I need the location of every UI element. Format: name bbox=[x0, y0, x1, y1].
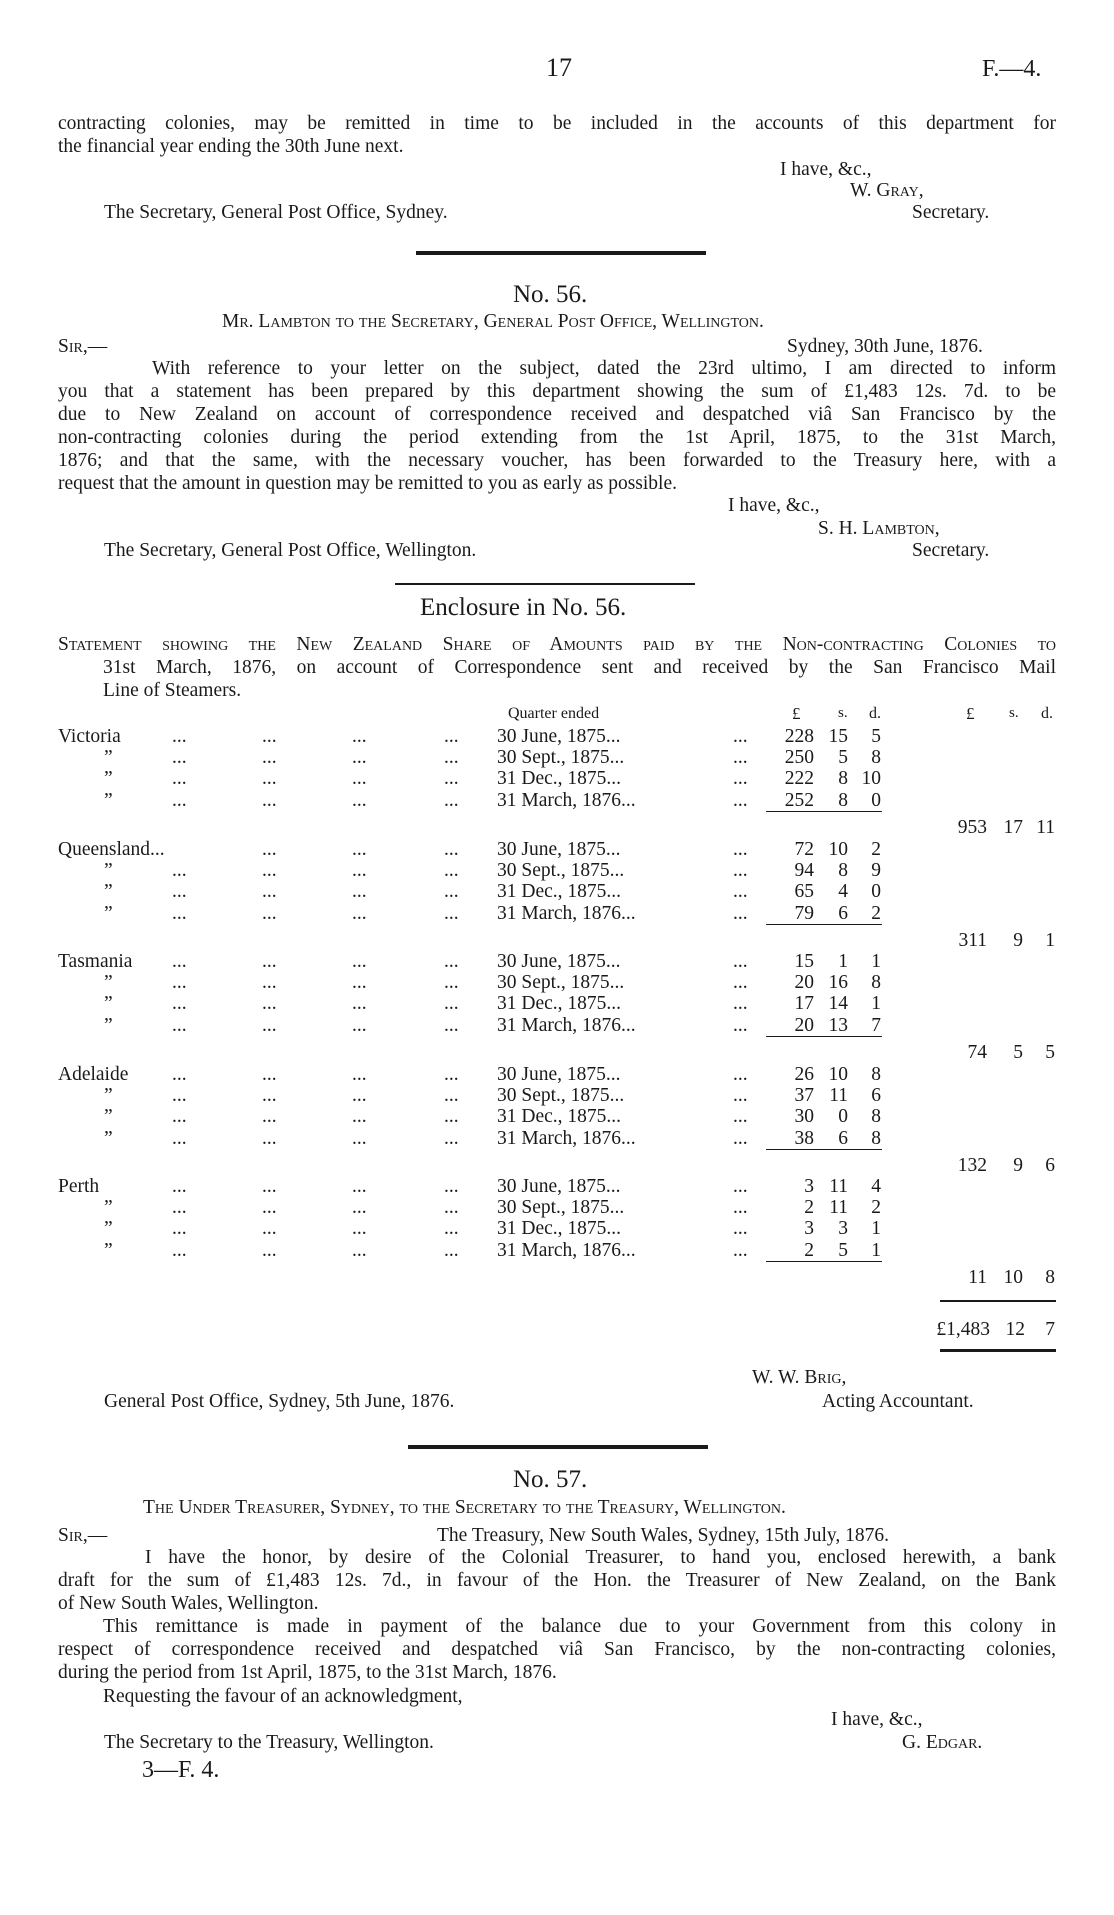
dot-leader: ... bbox=[262, 839, 277, 860]
intro-closing: I have, &c., bbox=[780, 159, 872, 180]
quarter-ended: 31 Dec., 1875... bbox=[497, 881, 622, 903]
amount-shillings: 13 bbox=[828, 1014, 848, 1036]
ditto-mark: ” bbox=[104, 902, 113, 924]
letter-57-para2-line-3: during the period from 1st April, 1875, to the 31st March, 1876. bbox=[58, 1662, 557, 1683]
dot-leader: ... bbox=[262, 1239, 277, 1261]
amount-pounds: 3 bbox=[804, 1218, 814, 1240]
dot-leader: ... bbox=[172, 1176, 187, 1197]
amount-pence: 1 bbox=[871, 993, 881, 1015]
amount-shillings: 11 bbox=[829, 1085, 848, 1107]
amount-pounds: 2 bbox=[804, 1197, 814, 1219]
dot-leader: ... bbox=[444, 1014, 459, 1036]
letter-57-para1-line-3: of New South Wales, Wellington. bbox=[58, 1593, 319, 1614]
dot-leader: ... bbox=[444, 1218, 459, 1240]
subtotal-rule bbox=[766, 1036, 882, 1038]
subtotal-pence: 11 bbox=[1036, 816, 1055, 838]
quarter-ended: 31 March, 1876... bbox=[497, 1127, 636, 1149]
dot-leader: ... bbox=[262, 747, 277, 769]
dot-leader: ... bbox=[733, 1176, 748, 1197]
letter-56-heading: Mr. Lambton to the Secretary, General Post Office, Wellington. bbox=[222, 311, 764, 332]
subtotal-rule bbox=[766, 1149, 882, 1151]
dot-leader: ... bbox=[172, 902, 187, 924]
amount-shillings: 16 bbox=[828, 972, 848, 994]
subtotal-shillings: 9 bbox=[1013, 929, 1023, 951]
dot-leader: ... bbox=[262, 768, 277, 790]
dot-leader: ... bbox=[352, 1127, 367, 1149]
dot-leader: ... bbox=[172, 1106, 187, 1128]
amount-shillings: 11 bbox=[829, 1197, 848, 1219]
amount-pence: 8 bbox=[871, 972, 881, 994]
amount-pence: 10 bbox=[861, 768, 881, 790]
amount-pounds: 20 bbox=[794, 972, 814, 994]
dot-leader: ... bbox=[352, 902, 367, 924]
dot-leader: ... bbox=[444, 1106, 459, 1128]
dot-leader: ... bbox=[444, 768, 459, 790]
dot-leader: ... bbox=[172, 1064, 187, 1085]
dot-leader: ... bbox=[733, 747, 748, 769]
ditto-mark: ” bbox=[104, 747, 113, 769]
intro-signature: W. Gray, bbox=[850, 180, 924, 201]
dot-leader: ... bbox=[444, 993, 459, 1015]
letter-56-body-line-4: non-contracting colonies during the period extending from the 1st April, 1875, to the 31st March, bbox=[58, 427, 1056, 448]
subtotal-pounds: 953 bbox=[957, 816, 987, 838]
quarter-ended: 31 March, 1876... bbox=[497, 1239, 636, 1261]
dot-leader: ... bbox=[352, 1218, 367, 1240]
dot-leader: ... bbox=[733, 839, 748, 860]
grand-total-rule-bottom bbox=[940, 1349, 1056, 1352]
colony-name: Queensland... bbox=[58, 839, 165, 860]
dot-leader: ... bbox=[444, 1176, 459, 1197]
subtotal-rule bbox=[766, 1261, 882, 1263]
dot-leader: ... bbox=[172, 972, 187, 994]
dot-leader: ... bbox=[444, 951, 459, 972]
amount-shillings: 5 bbox=[838, 1239, 848, 1261]
letter-56-body-line-1: With reference to your letter on the subject, dated the 23rd ultimo, I am directed to inform bbox=[152, 358, 1056, 379]
quarter-ended: 30 June, 1875... bbox=[497, 839, 621, 860]
letter-56-dateline: Sydney, 30th June, 1876. bbox=[787, 336, 983, 357]
amount-pence: 4 bbox=[871, 1176, 881, 1197]
quarter-ended: 30 June, 1875... bbox=[497, 726, 621, 747]
amount-pence: 1 bbox=[871, 1239, 881, 1261]
letter-57-addressee: The Secretary to the Treasury, Wellington. bbox=[104, 1732, 434, 1753]
dot-leader: ... bbox=[733, 768, 748, 790]
dot-leader: ... bbox=[444, 860, 459, 882]
quarter-ended: 30 Sept., 1875... bbox=[497, 747, 625, 769]
dot-leader: ... bbox=[172, 789, 187, 811]
enclosure-signature: W. W. Brig, bbox=[752, 1367, 847, 1388]
amount-pence: 8 bbox=[871, 1127, 881, 1149]
dot-leader: ... bbox=[444, 902, 459, 924]
quarter-ended: 31 March, 1876... bbox=[497, 1014, 636, 1036]
statement-line-2: 31st March, 1876, on account of Correspondence sent and received by the San Francisco Mail bbox=[103, 657, 1056, 678]
amount-pence: 1 bbox=[871, 1218, 881, 1240]
amount-pence: 8 bbox=[871, 1064, 881, 1085]
dot-leader: ... bbox=[262, 789, 277, 811]
column-header-total-shillings: s. bbox=[1009, 705, 1019, 721]
dot-leader: ... bbox=[733, 1127, 748, 1149]
column-header-quarter: Quarter ended bbox=[508, 705, 600, 722]
dot-leader: ... bbox=[444, 747, 459, 769]
amount-pence: 7 bbox=[871, 1014, 881, 1036]
dot-leader: ... bbox=[352, 789, 367, 811]
dot-leader: ... bbox=[733, 1085, 748, 1107]
subtotal-pounds: 311 bbox=[958, 929, 987, 951]
letter-56-body-line-6: request that the amount in question may be remitted to you as early as possible. bbox=[58, 473, 677, 494]
subtotal-shillings: 5 bbox=[1013, 1041, 1023, 1063]
dot-leader: ... bbox=[352, 881, 367, 903]
dot-leader: ... bbox=[444, 1127, 459, 1149]
dot-leader: ... bbox=[733, 951, 748, 972]
grand-total-rule-top bbox=[940, 1300, 1056, 1302]
letter-56-body-line-5: 1876; and that the same, with the necessary voucher, has been forwarded to the Treasury here, with a bbox=[58, 450, 1056, 471]
dot-leader: ... bbox=[733, 881, 748, 903]
dot-leader: ... bbox=[262, 1106, 277, 1128]
dot-leader: ... bbox=[172, 747, 187, 769]
dot-leader: ... bbox=[172, 768, 187, 790]
dot-leader: ... bbox=[733, 1239, 748, 1261]
ditto-mark: ” bbox=[104, 1218, 113, 1240]
subtotal-rule bbox=[766, 924, 882, 926]
dot-leader: ... bbox=[733, 1197, 748, 1219]
enclosure-place-date: General Post Office, Sydney, 5th June, 1876. bbox=[104, 1391, 455, 1412]
amount-pence: 1 bbox=[871, 951, 881, 972]
letter-57-para1-line-1: I have the honor, by desire of the Colonial Treasurer, to hand you, enclosed herewith, a bank bbox=[145, 1547, 1056, 1568]
dot-leader: ... bbox=[444, 1085, 459, 1107]
column-header-shillings: s. bbox=[838, 705, 848, 721]
quarter-ended: 30 Sept., 1875... bbox=[497, 972, 625, 994]
dot-leader: ... bbox=[444, 881, 459, 903]
letter-57-para2-line-2: respect of correspondence received and despatched viâ San Francisco, by the non-contracting colonies, bbox=[58, 1639, 1056, 1660]
intro-signatory-title: Secretary. bbox=[912, 202, 990, 223]
subtotal-shillings: 17 bbox=[1003, 816, 1023, 838]
dot-leader: ... bbox=[262, 951, 277, 972]
amount-pounds: 37 bbox=[794, 1085, 814, 1107]
grand-total-shillings: 12 bbox=[1005, 1319, 1025, 1340]
intro-line-1: contracting colonies, may be remitted in time to be included in the accounts of this department for bbox=[58, 113, 1056, 134]
dot-leader: ... bbox=[172, 1218, 187, 1240]
subtotal-pence: 6 bbox=[1045, 1154, 1055, 1176]
dot-leader: ... bbox=[352, 1014, 367, 1036]
section-divider bbox=[416, 251, 706, 255]
subtotal-pence: 1 bbox=[1045, 929, 1055, 951]
dot-leader: ... bbox=[733, 789, 748, 811]
quarter-ended: 30 Sept., 1875... bbox=[497, 1197, 625, 1219]
amount-pence: 6 bbox=[871, 1085, 881, 1107]
dot-leader: ... bbox=[352, 1176, 367, 1197]
statement-line-3: Line of Steamers. bbox=[103, 680, 242, 701]
subtotal-shillings: 10 bbox=[1003, 1266, 1023, 1288]
amount-pence: 9 bbox=[871, 860, 881, 882]
subtotal-pounds: 74 bbox=[967, 1041, 987, 1063]
subtotal-pounds: 11 bbox=[968, 1266, 987, 1288]
dot-leader: ... bbox=[172, 993, 187, 1015]
amount-shillings: 8 bbox=[838, 789, 848, 811]
ditto-mark: ” bbox=[104, 972, 113, 994]
enclosure-heading: Enclosure in No. 56. bbox=[420, 594, 627, 621]
dot-leader: ... bbox=[172, 860, 187, 882]
ditto-mark: ” bbox=[104, 860, 113, 882]
dot-leader: ... bbox=[352, 747, 367, 769]
dot-leader: ... bbox=[352, 839, 367, 860]
letter-57-salutation: Sir,— bbox=[58, 1525, 108, 1546]
quarter-ended: 31 Dec., 1875... bbox=[497, 1218, 622, 1240]
dot-leader: ... bbox=[172, 1239, 187, 1261]
amount-pounds: 15 bbox=[794, 951, 814, 972]
amount-pounds: 26 bbox=[794, 1064, 814, 1085]
dot-leader: ... bbox=[444, 1197, 459, 1219]
letter-56-number: No. 56. bbox=[513, 281, 588, 308]
column-header-total-pounds: £ bbox=[966, 704, 975, 723]
amount-pounds: 65 bbox=[794, 881, 814, 903]
letter-57-signature: G. Edgar. bbox=[902, 1732, 983, 1753]
amount-pounds: 94 bbox=[794, 860, 814, 882]
amount-pounds: 79 bbox=[794, 902, 814, 924]
dot-leader: ... bbox=[444, 839, 459, 860]
ditto-mark: ” bbox=[104, 789, 113, 811]
quarter-ended: 30 June, 1875... bbox=[497, 1064, 621, 1085]
dot-leader: ... bbox=[733, 1014, 748, 1036]
subtotal-shillings: 9 bbox=[1013, 1154, 1023, 1176]
colony-name: Tasmania bbox=[58, 951, 133, 972]
quarter-ended: 30 Sept., 1875... bbox=[497, 1085, 625, 1107]
amount-pounds: 3 bbox=[804, 1176, 814, 1197]
amount-pounds: 17 bbox=[794, 993, 814, 1015]
ditto-mark: ” bbox=[104, 1127, 113, 1149]
ditto-mark: ” bbox=[104, 1197, 113, 1219]
amount-shillings: 10 bbox=[828, 839, 848, 860]
amount-pence: 8 bbox=[871, 1106, 881, 1128]
dot-leader: ... bbox=[262, 1085, 277, 1107]
amount-pounds: 38 bbox=[794, 1127, 814, 1149]
dot-leader: ... bbox=[352, 860, 367, 882]
dot-leader: ... bbox=[444, 789, 459, 811]
letter-56-addressee: The Secretary, General Post Office, Wellington. bbox=[104, 540, 477, 561]
dot-leader: ... bbox=[352, 1085, 367, 1107]
letter-57-dateline: The Treasury, New South Wales, Sydney, 15th July, 1876. bbox=[437, 1525, 889, 1546]
ditto-mark: ” bbox=[104, 881, 113, 903]
amount-shillings: 5 bbox=[838, 747, 848, 769]
column-header-pounds: £ bbox=[792, 704, 801, 723]
letter-56-salutation: Sir,— bbox=[58, 336, 108, 357]
intro-line-2: the financial year ending the 30th June next. bbox=[58, 136, 404, 157]
quarter-ended: 31 Dec., 1875... bbox=[497, 993, 622, 1015]
dot-leader: ... bbox=[444, 1064, 459, 1085]
amount-shillings: 6 bbox=[838, 902, 848, 924]
dot-leader: ... bbox=[733, 726, 748, 747]
quarter-ended: 30 June, 1875... bbox=[497, 1176, 621, 1197]
enclosure-signatory-title: Acting Accountant. bbox=[822, 1391, 974, 1412]
letter-56-signatory-title: Secretary. bbox=[912, 540, 990, 561]
amount-shillings: 8 bbox=[838, 860, 848, 882]
amount-pence: 5 bbox=[871, 726, 881, 747]
amount-pounds: 252 bbox=[784, 789, 814, 811]
amount-shillings: 1 bbox=[838, 951, 848, 972]
dot-leader: ... bbox=[172, 881, 187, 903]
amount-shillings: 14 bbox=[828, 993, 848, 1015]
letter-57-number: No. 57. bbox=[513, 1466, 588, 1493]
amount-pounds: 222 bbox=[784, 768, 814, 790]
dot-leader: ... bbox=[733, 1218, 748, 1240]
section-divider-2 bbox=[408, 1445, 708, 1449]
ditto-mark: ” bbox=[104, 768, 113, 790]
letter-56-body-line-3: due to New Zealand on account of correspondence received and despatched viâ San Francisco by the bbox=[58, 404, 1056, 425]
dot-leader: ... bbox=[733, 1064, 748, 1085]
dot-leader: ... bbox=[444, 972, 459, 994]
quarter-ended: 30 Sept., 1875... bbox=[497, 860, 625, 882]
ditto-mark: ” bbox=[104, 1085, 113, 1107]
amount-shillings: 6 bbox=[838, 1127, 848, 1149]
dot-leader: ... bbox=[172, 1014, 187, 1036]
dot-leader: ... bbox=[352, 972, 367, 994]
colony-name: Victoria bbox=[58, 726, 121, 747]
dot-leader: ... bbox=[352, 726, 367, 747]
subtotal-pence: 5 bbox=[1045, 1041, 1055, 1063]
amount-pence: 2 bbox=[871, 902, 881, 924]
dot-leader: ... bbox=[262, 1197, 277, 1219]
dot-leader: ... bbox=[352, 951, 367, 972]
amount-pounds: 72 bbox=[794, 839, 814, 860]
dot-leader: ... bbox=[262, 860, 277, 882]
dot-leader: ... bbox=[262, 1218, 277, 1240]
dot-leader: ... bbox=[352, 1106, 367, 1128]
dot-leader: ... bbox=[172, 951, 187, 972]
dot-leader: ... bbox=[733, 860, 748, 882]
dot-leader: ... bbox=[733, 993, 748, 1015]
dot-leader: ... bbox=[262, 1127, 277, 1149]
subtotal-pounds: 132 bbox=[957, 1154, 987, 1176]
amount-pence: 8 bbox=[871, 747, 881, 769]
dot-leader: ... bbox=[352, 1239, 367, 1261]
amount-shillings: 3 bbox=[838, 1218, 848, 1240]
amount-shillings: 4 bbox=[838, 881, 848, 903]
dot-leader: ... bbox=[352, 993, 367, 1015]
intro-addressee: The Secretary, General Post Office, Sydney. bbox=[104, 202, 448, 223]
dot-leader: ... bbox=[733, 1106, 748, 1128]
amount-pounds: 30 bbox=[794, 1106, 814, 1128]
letter-57-para1-line-2: draft for the sum of £1,483 12s. 7d., in favour of the Hon. the Treasurer of New Zealand, on the Bank bbox=[58, 1570, 1056, 1591]
dot-leader: ... bbox=[352, 1064, 367, 1085]
amount-pounds: 2 bbox=[804, 1239, 814, 1261]
ditto-mark: ” bbox=[104, 1106, 113, 1128]
amount-pounds: 228 bbox=[784, 726, 814, 747]
dot-leader: ... bbox=[172, 1127, 187, 1149]
dot-leader: ... bbox=[262, 726, 277, 747]
dot-leader: ... bbox=[733, 902, 748, 924]
enclosure-divider bbox=[395, 583, 695, 585]
dot-leader: ... bbox=[172, 1085, 187, 1107]
page-number: 17 bbox=[546, 53, 572, 82]
amount-pounds: 250 bbox=[784, 747, 814, 769]
letter-57-para2-line-1: This remittance is made in payment of the balance due to your Government from this colony in bbox=[103, 1616, 1056, 1637]
ditto-mark: ” bbox=[104, 993, 113, 1015]
dot-leader: ... bbox=[262, 993, 277, 1015]
amount-shillings: 15 bbox=[828, 726, 848, 747]
signature-mark: 3—F. 4. bbox=[142, 1757, 220, 1783]
subtotal-pence: 8 bbox=[1045, 1266, 1055, 1288]
subtotal-rule bbox=[766, 811, 882, 813]
column-header-pence: d. bbox=[869, 705, 881, 722]
amount-pence: 2 bbox=[871, 1197, 881, 1219]
dot-leader: ... bbox=[262, 1064, 277, 1085]
column-header-total-pence: d. bbox=[1041, 705, 1053, 722]
dot-leader: ... bbox=[444, 726, 459, 747]
quarter-ended: 31 March, 1876... bbox=[497, 902, 636, 924]
colony-name: Adelaide bbox=[58, 1064, 129, 1085]
amount-shillings: 10 bbox=[828, 1064, 848, 1085]
dot-leader: ... bbox=[444, 1239, 459, 1261]
ditto-mark: ” bbox=[104, 1014, 113, 1036]
amount-shillings: 8 bbox=[838, 768, 848, 790]
amount-pence: 2 bbox=[871, 839, 881, 860]
dot-leader: ... bbox=[352, 1197, 367, 1219]
colony-name: Perth bbox=[58, 1176, 100, 1197]
letter-56-body-line-2: you that a statement has been prepared by this department showing the sum of £1,483 12s. 7d. to be bbox=[58, 381, 1056, 402]
statement-line-1: Statement showing the New Zealand Share of Amounts paid by the Non-contracting Colonies to bbox=[58, 634, 1056, 655]
dot-leader: ... bbox=[352, 768, 367, 790]
quarter-ended: 31 Dec., 1875... bbox=[497, 768, 622, 790]
letter-56-closing: I have, &c., bbox=[728, 495, 820, 516]
amount-shillings: 11 bbox=[829, 1176, 848, 1197]
amount-pounds: 20 bbox=[794, 1014, 814, 1036]
dot-leader: ... bbox=[262, 1176, 277, 1197]
grand-total-pounds: £1,483 bbox=[936, 1319, 990, 1340]
dot-leader: ... bbox=[262, 972, 277, 994]
letter-57-closing: I have, &c., bbox=[831, 1709, 923, 1730]
grand-total-pence: 7 bbox=[1045, 1319, 1055, 1340]
amount-pence: 0 bbox=[871, 881, 881, 903]
dot-leader: ... bbox=[262, 881, 277, 903]
letter-57-heading: The Under Treasurer, Sydney, to the Secretary to the Treasury, Wellington. bbox=[143, 1497, 786, 1518]
quarter-ended: 30 June, 1875... bbox=[497, 951, 621, 972]
dot-leader: ... bbox=[172, 726, 187, 747]
dot-leader: ... bbox=[262, 902, 277, 924]
amount-shillings: 0 bbox=[838, 1106, 848, 1128]
amount-pence: 0 bbox=[871, 789, 881, 811]
dot-leader: ... bbox=[172, 1197, 187, 1219]
letter-56-signature: S. H. Lambton, bbox=[818, 518, 940, 539]
dot-leader: ... bbox=[262, 1014, 277, 1036]
document-reference: F.—4. bbox=[982, 56, 1042, 82]
letter-57-para3: Requesting the favour of an acknowledgment, bbox=[103, 1686, 463, 1707]
quarter-ended: 31 Dec., 1875... bbox=[497, 1106, 622, 1128]
ditto-mark: ” bbox=[104, 1239, 113, 1261]
dot-leader: ... bbox=[733, 972, 748, 994]
quarter-ended: 31 March, 1876... bbox=[497, 789, 636, 811]
